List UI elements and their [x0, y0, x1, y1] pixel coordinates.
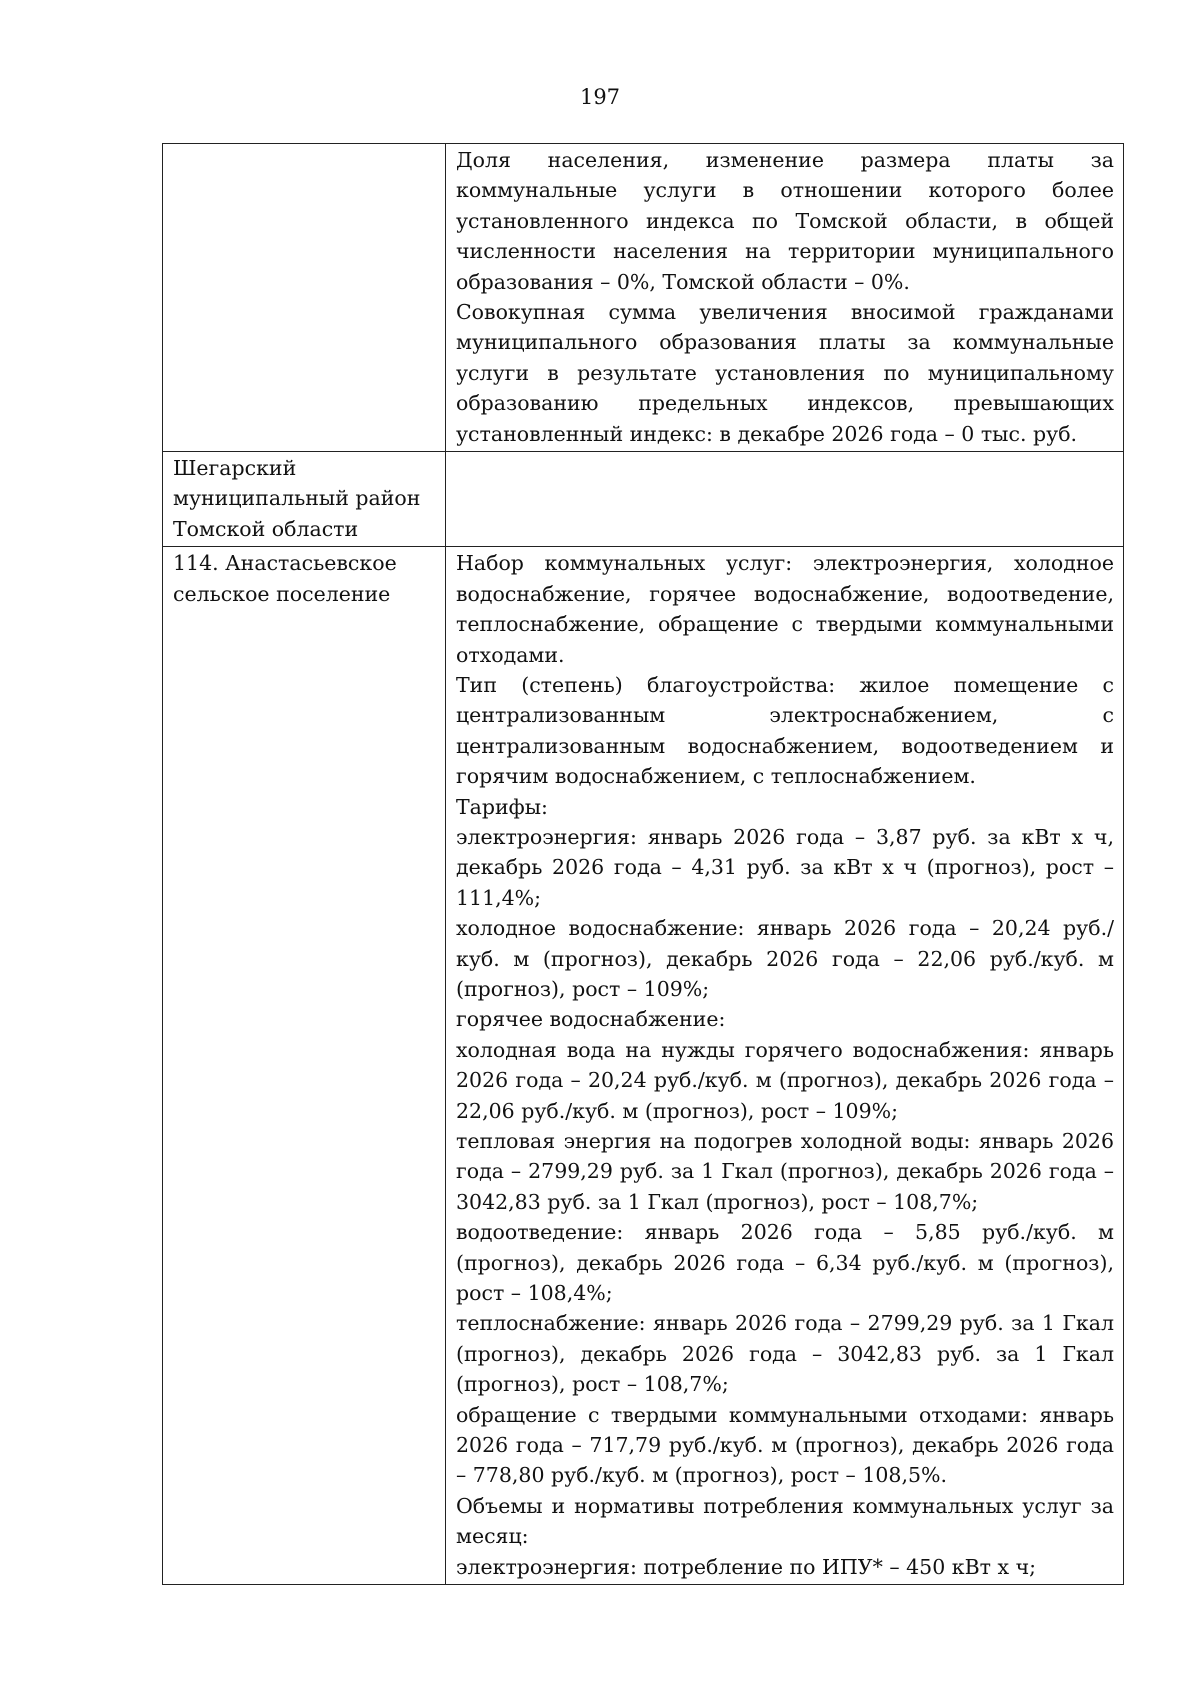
district-name-line: муниципальный район: [173, 486, 421, 511]
settlement-name-line: 114. Анастасьевское: [173, 551, 397, 576]
settlement-name-line: сельское поселение: [173, 581, 391, 606]
table-row: [163, 547, 1124, 1585]
table-cell-indicators: [446, 547, 1124, 1585]
paragraph-services-set: Набор коммунальных услуг: электроэнергия, холодное водоснабжение, горячее водоснабжение, водоотведение, теплоснабжение, обращение с твердыми коммунальными отходами.: [456, 551, 1114, 667]
paragraph-heat-for-water-tariff: тепловая энергия на подогрев холодной воды: январь 2026 года – 2799,29 руб. за 1 Гкал (прогноз), декабрь 2026 года – 3042,83 руб. за 1 Гкал (прогноз), рост – 108,7%;: [456, 1129, 1114, 1214]
paragraph-total-increase: Совокупная сумма увеличения вносимой гражданами муниципального образования платы за коммунальные услуги в результате установления по муниципальному образованию предельных индексов, превышающих установленный индекс: в декабре 2026 года – 0 тыс. руб.: [456, 300, 1114, 446]
page-number: 197: [579, 85, 621, 109]
table-cell-indicators: [446, 452, 1124, 547]
paragraph-hot-water-heading: горячее водоснабжение:: [456, 1007, 726, 1032]
paragraph-amenity-type: Тип (степень) благоустройства: жилое помещение с централизованным электроснабжением, с централизованным водоснабжением, водоотведением и горячим водоснабжением, с теплоснабжением.: [456, 672, 1114, 789]
paragraph-population-share: Доля населения, изменение размера платы за коммунальные услуги в отношении которого более установленного индекса по Томской области, в общей численности населения на территории муниципального образования – 0%, Томской области – 0%.: [456, 148, 1114, 294]
paragraph-waste-tariff: обращение с твердыми коммунальными отходами: январь 2026 года – 717,79 руб./куб. м (прогноз), декабрь 2026 года – 778,80 руб./куб. м (прогноз), рост – 108,5%.: [456, 1402, 1114, 1488]
district-name-line: Томской области: [173, 516, 359, 541]
district-name-line: Шегарский: [173, 456, 297, 481]
paragraph-electricity-volume: электроэнергия: потребление по ИПУ* – 450 кВт х ч;: [456, 1554, 1037, 1579]
paragraph-electricity-tariff: электроэнергия: январь 2026 года – 3,87 руб. за кВт х ч, декабрь 2026 года – 4,31 руб. за кВт х ч (прогноз), рост – 111,4%;: [456, 824, 1114, 910]
table-cell-territory: [163, 547, 446, 1585]
paragraph-volumes-heading: Объемы и нормативы потребления коммунальных услуг за месяц:: [456, 1493, 1114, 1549]
tariff-table: [162, 143, 1124, 1585]
paragraph-heating-tariff: теплоснабжение: январь 2026 года – 2799,29 руб. за 1 Гкал (прогноз), декабрь 2026 года – 3042,83 руб. за 1 Гкал (прогноз), рост – 108,7%;: [456, 1311, 1114, 1397]
paragraph-sewage-tariff: водоотведение: январь 2026 года – 5,85 руб./куб. м (прогноз), декабрь 2026 года – 6,34 руб./куб. м (прогноз), рост – 108,4%;: [456, 1220, 1114, 1306]
table-cell-territory: [163, 144, 446, 452]
table-row: [163, 144, 1124, 452]
paragraph-tariffs-heading: Тарифы:: [456, 794, 548, 819]
table-row: [163, 452, 1124, 547]
table-cell-indicators: [446, 144, 1124, 452]
paragraph-cold-water-for-hot-tariff: холодная вода на нужды горячего водоснабжения: январь 2026 года – 20,24 руб./куб. м (прогноз), декабрь 2026 года – 22,06 руб./куб. м (прогноз), рост – 109%;: [456, 1037, 1114, 1123]
paragraph-cold-water-tariff: холодное водоснабжение: январь 2026 года – 20,24 руб./куб. м (прогноз), декабрь 2026 года – 22,06 руб./куб. м (прогноз), рост – 109%;: [456, 916, 1114, 1001]
table-cell-territory: [163, 452, 446, 547]
